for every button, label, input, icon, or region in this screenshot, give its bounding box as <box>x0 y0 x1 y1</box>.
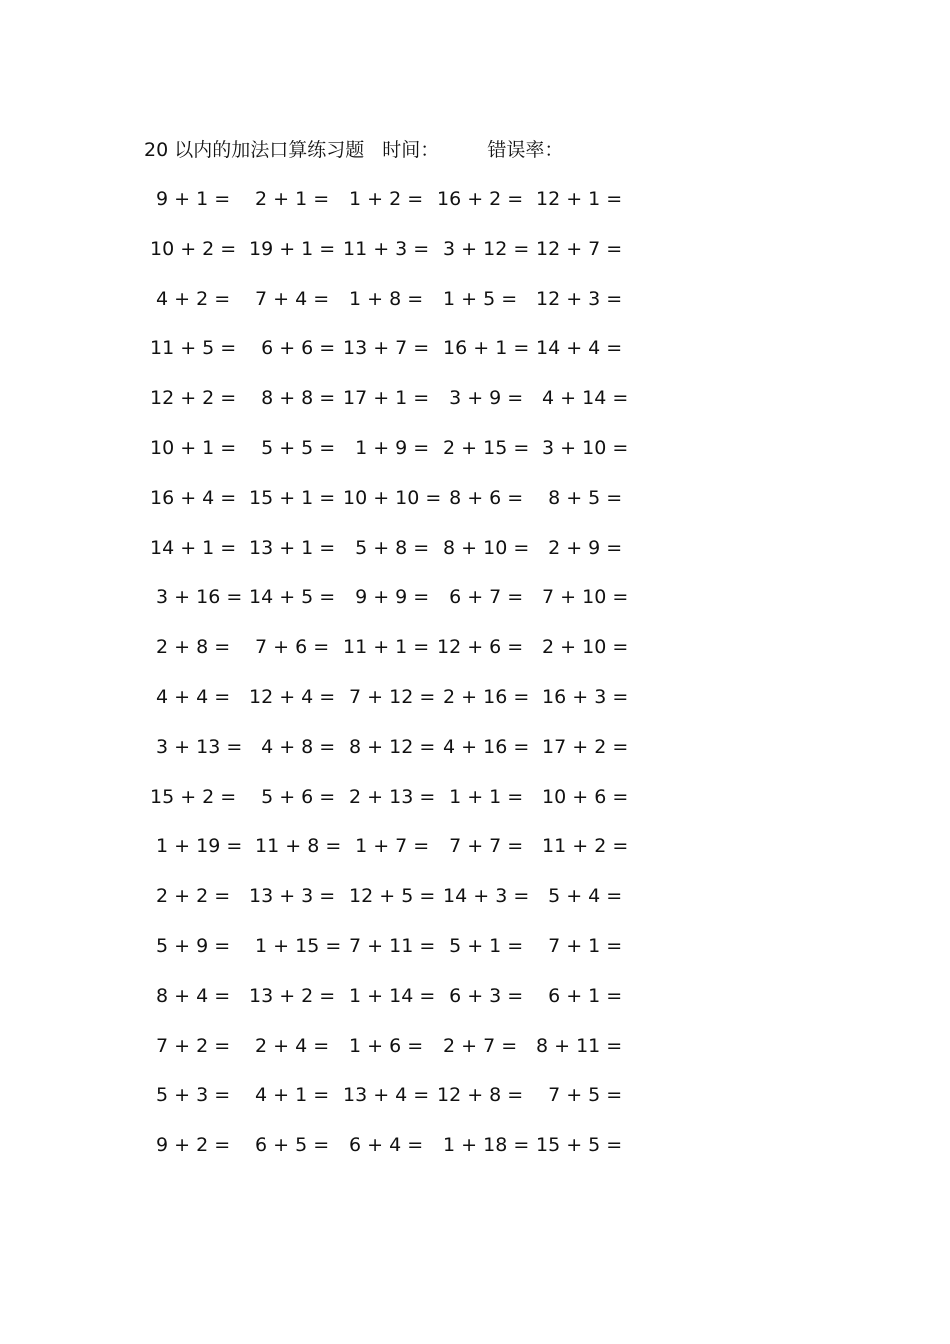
addition-problem: 13 + 2 = <box>249 984 336 1007</box>
addition-problem: 8 + 5 = <box>536 486 623 509</box>
addition-problem: 8 + 11 = <box>536 1034 623 1057</box>
addition-problem: 1 + 15 = <box>249 934 342 957</box>
addition-problem: 11 + 3 = <box>343 237 430 260</box>
addition-problem: 2 + 7 = <box>437 1034 518 1057</box>
addition-problem: 15 + 1 = <box>249 486 336 509</box>
addition-problem: 13 + 1 = <box>249 536 336 559</box>
addition-problem: 7 + 5 = <box>536 1084 623 1107</box>
addition-problem: 6 + 4 = <box>343 1134 424 1157</box>
problem-row <box>150 634 650 684</box>
addition-problem: 6 + 3 = <box>437 984 524 1007</box>
addition-problem: 19 + 1 = <box>249 237 336 260</box>
addition-problem: 4 + 8 = <box>249 735 336 758</box>
addition-problem: 7 + 11 = <box>343 934 436 957</box>
addition-problem: 3 + 10 = <box>536 436 629 459</box>
addition-problem: 5 + 1 = <box>437 934 524 957</box>
time-label: 时间： <box>382 139 440 161</box>
problem-row <box>150 584 650 634</box>
addition-problem: 7 + 1 = <box>536 934 623 957</box>
addition-problem: 10 + 6 = <box>536 785 629 808</box>
addition-problem: 8 + 12 = <box>343 735 436 758</box>
problem-row <box>150 286 650 336</box>
addition-problem: 2 + 16 = <box>437 685 530 708</box>
addition-problem: 6 + 5 = <box>249 1134 330 1157</box>
addition-problem: 17 + 1 = <box>343 387 430 410</box>
addition-problem: 7 + 10 = <box>536 586 629 609</box>
addition-problem: 7 + 2 = <box>150 1034 231 1057</box>
problem-row <box>150 385 650 435</box>
addition-problem: 12 + 2 = <box>150 387 237 410</box>
addition-problem: 8 + 8 = <box>249 387 336 410</box>
addition-problem: 3 + 13 = <box>150 735 243 758</box>
addition-problem: 14 + 3 = <box>437 885 530 908</box>
addition-problem: 3 + 12 = <box>437 237 530 260</box>
addition-problem: 2 + 8 = <box>150 636 231 659</box>
addition-problem: 2 + 2 = <box>150 885 231 908</box>
addition-problem: 1 + 7 = <box>343 835 430 858</box>
addition-problem: 1 + 8 = <box>343 287 424 310</box>
addition-problem: 4 + 1 = <box>249 1084 330 1107</box>
addition-problem: 9 + 9 = <box>343 586 430 609</box>
problem-row <box>150 833 650 883</box>
addition-problem: 11 + 2 = <box>536 835 629 858</box>
problem-row <box>150 1033 650 1083</box>
addition-problem: 3 + 9 = <box>437 387 524 410</box>
addition-problem: 1 + 9 = <box>343 436 430 459</box>
addition-problem: 15 + 5 = <box>536 1134 623 1157</box>
addition-problem: 4 + 14 = <box>536 387 629 410</box>
addition-problem: 1 + 1 = <box>437 785 524 808</box>
addition-problem: 15 + 2 = <box>150 785 237 808</box>
addition-problem: 8 + 6 = <box>437 486 524 509</box>
addition-problem: 2 + 10 = <box>536 636 629 659</box>
addition-problem: 9 + 1 = <box>150 188 231 210</box>
addition-problem: 2 + 1 = <box>249 188 330 210</box>
addition-problem: 12 + 5 = <box>343 885 436 908</box>
problem-row <box>150 335 650 385</box>
addition-problem: 7 + 4 = <box>249 287 330 310</box>
addition-problem: 13 + 3 = <box>249 885 336 908</box>
addition-problem: 1 + 18 = <box>437 1134 530 1157</box>
problem-row <box>150 883 650 933</box>
addition-problem: 6 + 1 = <box>536 984 623 1007</box>
addition-problem: 2 + 4 = <box>249 1034 330 1057</box>
problem-row <box>150 1082 650 1132</box>
problem-row <box>150 485 650 535</box>
addition-problem: 10 + 2 = <box>150 237 237 260</box>
addition-problem: 10 + 1 = <box>150 436 237 459</box>
addition-problem: 13 + 4 = <box>343 1084 430 1107</box>
addition-problem: 6 + 6 = <box>249 337 336 360</box>
addition-problem: 12 + 7 = <box>536 237 623 260</box>
addition-problem: 8 + 4 = <box>150 984 231 1007</box>
addition-problem: 14 + 5 = <box>249 586 336 609</box>
addition-problem: 11 + 5 = <box>150 337 237 360</box>
worksheet-header <box>144 137 563 163</box>
addition-problem: 16 + 3 = <box>536 685 629 708</box>
addition-problem: 11 + 1 = <box>343 636 430 659</box>
addition-problem: 5 + 6 = <box>249 785 336 808</box>
addition-problem: 12 + 4 = <box>249 685 336 708</box>
addition-problem: 4 + 16 = <box>437 735 530 758</box>
addition-problem: 7 + 12 = <box>343 685 436 708</box>
addition-problem: 8 + 10 = <box>437 536 530 559</box>
problem-grid <box>150 186 650 1182</box>
addition-problem: 9 + 2 = <box>150 1134 231 1157</box>
addition-problem: 12 + 8 = <box>437 1084 524 1107</box>
addition-problem: 14 + 4 = <box>536 337 623 360</box>
addition-problem: 11 + 8 = <box>249 835 342 858</box>
addition-problem: 2 + 15 = <box>437 436 530 459</box>
addition-problem: 3 + 16 = <box>150 586 243 609</box>
addition-problem: 5 + 9 = <box>150 934 231 957</box>
addition-problem: 6 + 7 = <box>437 586 524 609</box>
problem-row <box>150 186 650 236</box>
addition-problem: 5 + 8 = <box>343 536 430 559</box>
addition-problem: 7 + 6 = <box>249 636 330 659</box>
addition-problem: 10 + 10 = <box>343 486 442 509</box>
addition-problem: 4 + 4 = <box>150 685 231 708</box>
addition-problem: 4 + 2 = <box>150 287 231 310</box>
problem-row <box>150 734 650 784</box>
problem-row <box>150 435 650 485</box>
problem-row <box>150 784 650 834</box>
addition-problem: 16 + 4 = <box>150 486 237 509</box>
addition-problem: 12 + 3 = <box>536 287 623 310</box>
addition-problem: 5 + 5 = <box>249 436 336 459</box>
addition-problem: 1 + 2 = <box>343 188 424 210</box>
addition-problem: 1 + 19 = <box>150 835 243 858</box>
addition-problem: 2 + 9 = <box>536 536 623 559</box>
addition-problem: 1 + 5 = <box>437 287 518 310</box>
addition-problem: 12 + 6 = <box>437 636 524 659</box>
problem-row <box>150 1132 650 1182</box>
worksheet-title: 20 以内的加法口算练习题 <box>144 139 365 161</box>
problem-row <box>150 983 650 1033</box>
addition-problem: 12 + 1 = <box>536 188 623 210</box>
addition-problem: 7 + 7 = <box>437 835 524 858</box>
addition-problem: 13 + 7 = <box>343 337 430 360</box>
problem-row <box>150 933 650 983</box>
addition-problem: 5 + 3 = <box>150 1084 231 1107</box>
addition-problem: 17 + 2 = <box>536 735 629 758</box>
addition-problem: 1 + 14 = <box>343 984 436 1007</box>
problem-row <box>150 684 650 734</box>
addition-problem: 1 + 6 = <box>343 1034 424 1057</box>
error-rate-label: 错误率： <box>487 139 564 161</box>
problem-row <box>150 236 650 286</box>
addition-problem: 5 + 4 = <box>536 885 623 908</box>
addition-problem: 16 + 1 = <box>437 337 530 360</box>
addition-problem: 14 + 1 = <box>150 536 237 559</box>
addition-problem: 2 + 13 = <box>343 785 436 808</box>
addition-problem: 16 + 2 = <box>437 188 524 210</box>
problem-row <box>150 535 650 585</box>
